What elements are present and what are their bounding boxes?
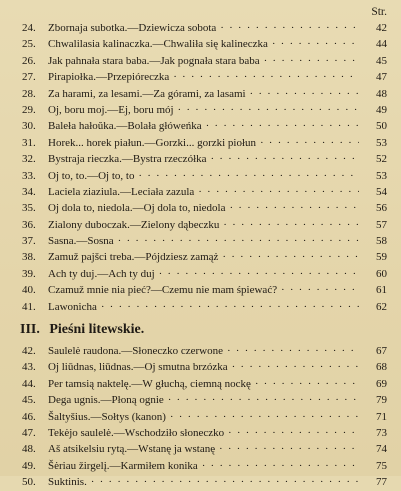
toc-entry (0, 200, 401, 216)
toc-entry (0, 458, 401, 474)
entry-number: 38. (22, 251, 36, 264)
entry-title: Lawonicha · · · (48, 299, 359, 315)
entry-number: 28. (22, 87, 36, 100)
entry-page-number: 42 (376, 22, 387, 34)
entry-number: 32. (22, 153, 36, 166)
entry-title: Šėriau žirgelį.—Karmiłem konika · · · (48, 458, 359, 474)
entry-title: Aš atsikelsiu rytą.—Wstanę ja wstanę · · · (48, 441, 359, 457)
entry-number: 35. (22, 202, 36, 215)
entry-number: 36. (22, 218, 36, 231)
toc-entry (0, 36, 401, 52)
entry-title: Saulelė raudona.—Słoneczko czerwone · · · (48, 343, 359, 359)
entry-number: 24. (22, 22, 36, 34)
entry-number: 41. (22, 300, 36, 313)
entry-number: 26. (22, 54, 36, 67)
entry-page-number: 67 (376, 345, 387, 358)
entry-page-number: 53 (376, 136, 387, 149)
toc-entry (0, 53, 401, 69)
entry-number: 48. (22, 443, 36, 456)
entry-page-number: 59 (376, 251, 387, 264)
entry-title: Horek... horek piałun.—Gorzki... gorzki piołun · · · (48, 135, 359, 151)
entry-page-number: 71 (376, 410, 387, 423)
toc-entry (0, 135, 401, 151)
toc-entry (0, 184, 401, 200)
entry-page-number: 77 (376, 476, 387, 489)
entry-title: Per tamsią naktelę.—W głuchą, ciemną nockę · · · (48, 376, 359, 392)
toc-entry (0, 86, 401, 102)
toc-entry (0, 474, 401, 490)
entry-title: Oj to, to.—Oj to, to · · · (48, 168, 359, 184)
entry-number: 40. (22, 284, 36, 297)
entry-number: 44. (22, 377, 36, 390)
entry-number: 49. (22, 459, 36, 472)
entry-page-number: 50 (376, 120, 387, 133)
entry-page-number: 57 (376, 218, 387, 231)
entry-page-number: 52 (376, 153, 387, 166)
entry-title: Zbornaja subotka.—Dziewicza sobota · · · (48, 20, 359, 36)
entry-page-number: 74 (376, 443, 387, 456)
toc-entry (0, 409, 401, 425)
entry-number: 39. (22, 267, 36, 280)
entry-page-number: 48 (376, 87, 387, 100)
entry-number: 34. (22, 185, 36, 198)
toc-entry (0, 441, 401, 457)
toc-entry (0, 343, 401, 359)
entry-number: 30. (22, 120, 36, 133)
toc-list (0, 20, 401, 491)
entry-page-number: 44 (376, 38, 387, 51)
toc-entry (0, 266, 401, 282)
entry-page-number: 75 (376, 459, 387, 472)
entry-number: 43. (22, 361, 36, 374)
entry-title: Chwalilasia kalinaczka.—Chwaliła się kalineczka · · · (48, 36, 359, 52)
toc-entry (0, 69, 401, 85)
entry-title: Ach ty duj.—Ach ty duj · · · (48, 266, 359, 282)
entry-page-number: 49 (376, 103, 387, 116)
toc-entry (0, 102, 401, 118)
part2-list (0, 20, 401, 315)
entry-title: Pirapiołka.—Przepiórеczka · · · (48, 69, 359, 85)
entry-number: 25. (22, 38, 36, 51)
entry-title: Oj dola to, niedola.—Oj dola to, niedola · · · (48, 200, 359, 216)
entry-title: Laciela ziaziula.—Leciała zazula · · · (48, 184, 359, 200)
toc-entry (0, 20, 401, 36)
section-number: III. (20, 322, 40, 338)
entry-title: Zialony duboczak.—Zielony dąbeczku · · · (48, 217, 359, 233)
toc-entry (0, 425, 401, 441)
entry-page-number: 62 (376, 300, 387, 313)
section-title: Pieśni litewskie. (49, 322, 145, 338)
entry-title: Baleła hałoŭka.—Bolała główeńka · · · (48, 118, 359, 134)
entry-number: 45. (22, 394, 36, 407)
toc-entry (0, 392, 401, 408)
entry-title: Czamuž mnie nia pieć?—Czemu nie mam śpiewać? · · · (48, 282, 359, 298)
toc-entry (0, 233, 401, 249)
entry-title: Za harami, za lesami.—Za górami, za lasami · · · (48, 86, 359, 102)
toc-entry (0, 151, 401, 167)
toc-entry (0, 376, 401, 392)
toc-entry (0, 282, 401, 298)
entry-page-number: 68 (376, 361, 387, 374)
page-column-header: Str. (371, 6, 387, 18)
entry-page-number: 73 (376, 426, 387, 439)
entry-page-number: 45 (376, 54, 387, 67)
entry-number: 50. (22, 476, 36, 489)
entry-page-number: 69 (376, 377, 387, 390)
entry-title: Bystraja rieczka.—Bystra rzeczółka · · · (48, 151, 359, 167)
toc-entry (0, 217, 401, 233)
entry-number: 46. (22, 410, 36, 423)
entry-number: 27. (22, 71, 36, 84)
toc-entry (0, 249, 401, 265)
entry-title: Suktinis. · · · (48, 474, 359, 490)
entry-page-number: 60 (376, 267, 387, 280)
toc-entry (0, 168, 401, 184)
entry-title: Oj, boru moj.—Ej, boru mój · · · (48, 102, 359, 118)
entry-page-number: 58 (376, 235, 387, 248)
entry-title: Dega ugnis.—Płoną ognie · · · (48, 392, 359, 408)
entry-title: Šaltyšius.—Sołtys (kanon) · · · (48, 409, 359, 425)
section-header-3 (0, 317, 401, 343)
toc-entry (0, 359, 401, 375)
toc-entry (0, 118, 401, 134)
entry-number: 42. (22, 345, 36, 358)
entry-page-number: 79 (376, 394, 387, 407)
entry-title: Jak pahnała stara baba.—Jak pognała stara baba · · · (48, 53, 359, 69)
entry-number: 37. (22, 235, 36, 248)
entry-title: Tekėjo saulelė.—Wschodziło słoneczko · · · (48, 425, 359, 441)
entry-page-number: 53 (376, 169, 387, 182)
entry-page-number: 56 (376, 202, 387, 215)
entry-page-number: 61 (376, 284, 387, 297)
entry-page-number: 54 (376, 185, 387, 198)
toc-entry (0, 299, 401, 315)
entry-title: Oj liūdnas, liūdnas.—Oj smutna brzózka · · · (48, 359, 359, 375)
entry-number: 31. (22, 136, 36, 149)
entry-number: 29. (22, 103, 36, 116)
entry-number: 33. (22, 169, 36, 182)
entry-title: Zamuž pajšci treba.—Pójdziesz zamąż · · · (48, 249, 359, 265)
entry-page-number: 47 (376, 71, 387, 84)
entry-number: 47. (22, 426, 36, 439)
entry-title: Sasna.—Sosna · · · (48, 233, 359, 249)
part3-list (0, 343, 401, 491)
